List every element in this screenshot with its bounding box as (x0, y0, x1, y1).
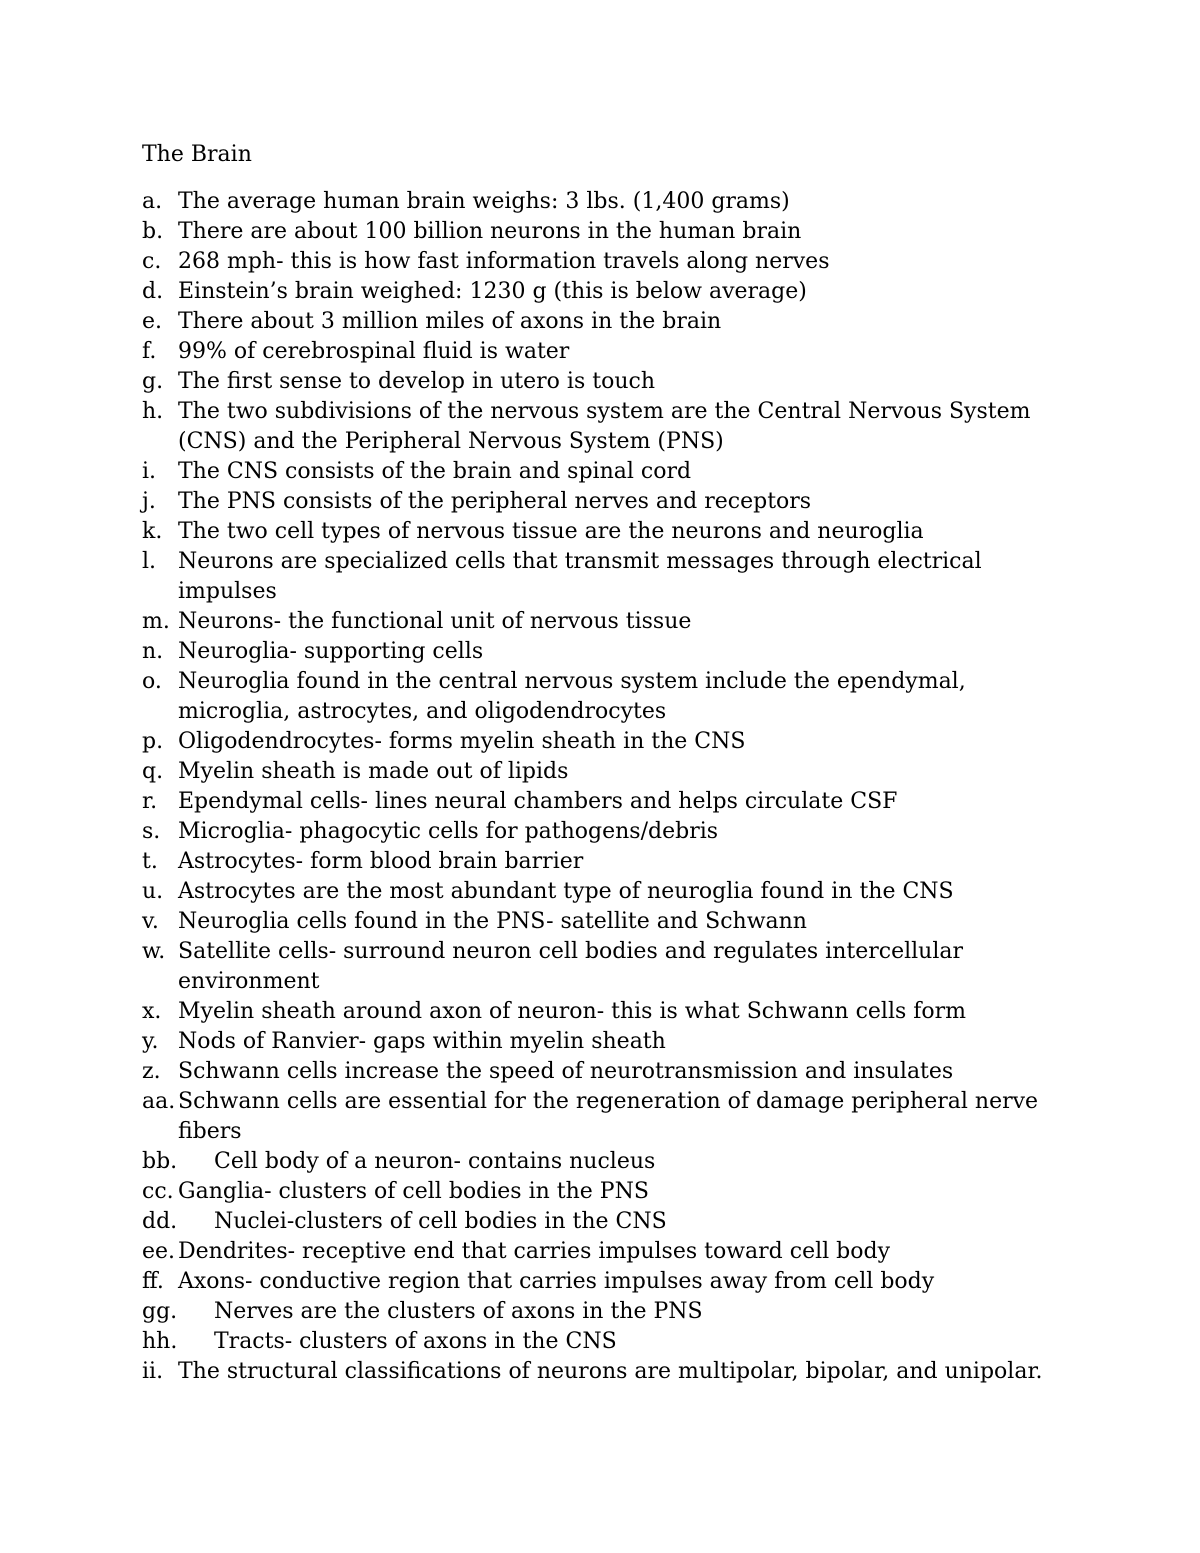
list-item (142, 547, 1052, 607)
list-item-text: Myelin sheath is made out of lipids (178, 759, 569, 784)
list-item (142, 937, 1052, 997)
list-item-text: Astrocytes are the most abundant type of neuroglia found in the CNS (178, 879, 954, 904)
list-item-marker: bb. (142, 1149, 178, 1174)
list-item-marker: q. (142, 759, 164, 784)
list-item (142, 1237, 1052, 1267)
list-item-marker: cc. (142, 1179, 174, 1204)
list-item-text: The structural classifications of neurons are multipolar, bipolar, and unipolar. (178, 1359, 1043, 1384)
list-item-text: Ganglia- clusters of cell bodies in the PNS (178, 1179, 649, 1204)
list-item (142, 757, 1052, 787)
list-item-text: Ependymal cells- lines neural chambers and helps circulate CSF (178, 789, 898, 814)
list-item-text: The first sense to develop in utero is touch (178, 369, 655, 394)
list-item-text: Neurons are specialized cells that transmit messages through electrical impulses (178, 549, 982, 604)
list-item-marker: r. (142, 789, 158, 814)
list-item-text: Schwann cells are essential for the regeneration of damage peripheral nerve fibers (178, 1089, 1039, 1144)
list-item-marker: w. (142, 939, 166, 964)
list-item-marker: ee. (142, 1239, 176, 1264)
list-item (142, 217, 1052, 247)
list-item-text: Myelin sheath around axon of neuron- this is what Schwann cells form (178, 999, 967, 1024)
list-item (142, 1357, 1052, 1387)
list-item (142, 187, 1052, 217)
list-item-text: The CNS consists of the brain and spinal cord (178, 459, 692, 484)
list-item (142, 1267, 1052, 1297)
list-item-marker: n. (142, 639, 164, 664)
list-item-text: The average human brain weighs: 3 lbs. (1,400 grams) (178, 189, 790, 214)
list-item (142, 1087, 1052, 1147)
list-item-marker: e. (142, 309, 163, 334)
list-item-marker: o. (142, 669, 162, 694)
list-item (142, 997, 1052, 1027)
list-item (142, 457, 1052, 487)
list-item-text: Oligodendrocytes- forms myelin sheath in the CNS (178, 729, 746, 754)
list-item-marker: m. (142, 609, 170, 634)
list-item (142, 337, 1052, 367)
list-item-marker: h. (142, 399, 164, 424)
list-item (142, 817, 1052, 847)
list-item (142, 877, 1052, 907)
list-item (142, 367, 1052, 397)
list-item-marker: v. (142, 909, 159, 934)
list-item-text: Nerves are the clusters of axons in the PNS (214, 1299, 703, 1324)
list-item-text: Satellite cells- surround neuron cell bodies and regulates intercellular environment (178, 939, 964, 994)
list-item (142, 847, 1052, 877)
list-item-text: 268 mph- this is how fast information travels along nerves (178, 249, 830, 274)
list-item (142, 397, 1052, 457)
list-item-marker: z. (142, 1059, 161, 1084)
list-item-marker: s. (142, 819, 161, 844)
list-item-text: Tracts- clusters of axons in the CNS (214, 1329, 617, 1354)
list-item-text: Einstein’s brain weighed: 1230 g (this is below average) (178, 279, 807, 304)
list-item-marker: k. (142, 519, 163, 544)
list-item-text: 99% of cerebrospinal fluid is water (178, 339, 570, 364)
list-item (142, 1297, 1052, 1327)
list-item (142, 1147, 1052, 1177)
list-item-text: Neuroglia found in the central nervous system include the ependymal, microglia, astrocytes, and oligodendrocytes (178, 669, 966, 724)
list-item-text: Nuclei-clusters of cell bodies in the CNS (214, 1209, 667, 1234)
list-item-marker: g. (142, 369, 164, 394)
list-item-text: Neuroglia cells found in the PNS- satellite and Schwann (178, 909, 807, 934)
fact-list (142, 187, 1052, 1387)
list-item-marker: a. (142, 189, 163, 214)
list-item (142, 1177, 1052, 1207)
list-item-marker: p. (142, 729, 164, 754)
list-item-text: The two subdivisions of the nervous system are the Central Nervous System (CNS) and the Peripheral Nervous System (PNS) (178, 399, 1031, 454)
list-item-marker: d. (142, 279, 164, 304)
list-item (142, 1057, 1052, 1087)
list-item-marker: ii. (142, 1359, 164, 1384)
list-item (142, 907, 1052, 937)
list-item-marker: t. (142, 849, 158, 874)
list-item-marker: j. (142, 489, 156, 514)
list-item-text: Astrocytes- form blood brain barrier (178, 849, 584, 874)
list-item (142, 1207, 1052, 1237)
list-item (142, 667, 1052, 727)
list-item-text: Microglia- phagocytic cells for pathogens/debris (178, 819, 719, 844)
list-item (142, 727, 1052, 757)
list-item (142, 607, 1052, 637)
list-item (142, 637, 1052, 667)
list-item-text: The two cell types of nervous tissue are the neurons and neuroglia (178, 519, 924, 544)
document-title: The Brain (142, 142, 252, 167)
list-item-marker: b. (142, 219, 164, 244)
list-item-marker: i. (142, 459, 157, 484)
list-item-marker: f. (142, 339, 157, 364)
list-item (142, 247, 1052, 277)
list-item-text: Nods of Ranvier- gaps within myelin sheath (178, 1029, 666, 1054)
list-item-text: Cell body of a neuron- contains nucleus (214, 1149, 656, 1174)
list-item-text: Neurons- the functional unit of nervous tissue (178, 609, 692, 634)
list-item-marker: x. (142, 999, 162, 1024)
list-item-marker: c. (142, 249, 162, 274)
list-item-text: Dendrites- receptive end that carries impulses toward cell body (178, 1239, 891, 1264)
list-item (142, 487, 1052, 517)
list-item-marker: gg. (142, 1299, 178, 1324)
list-item-text: Axons- conductive region that carries impulses away from cell body (178, 1269, 935, 1294)
list-item (142, 1027, 1052, 1057)
list-item-text: The PNS consists of the peripheral nerves and receptors (178, 489, 812, 514)
list-item-marker: y. (142, 1029, 159, 1054)
list-item-marker: u. (142, 879, 164, 904)
list-item (142, 307, 1052, 337)
list-item (142, 517, 1052, 547)
list-item-marker: hh. (142, 1329, 178, 1354)
list-item-marker: dd. (142, 1209, 178, 1234)
list-item-text: There about 3 million miles of axons in the brain (178, 309, 722, 334)
list-item-marker: l. (142, 549, 157, 574)
list-item (142, 787, 1052, 817)
list-item-text: There are about 100 billion neurons in the human brain (178, 219, 802, 244)
list-item-marker: ff. (142, 1269, 164, 1294)
list-item-text: Schwann cells increase the speed of neurotransmission and insulates (178, 1059, 954, 1084)
list-item (142, 1327, 1052, 1357)
list-item-marker: aa. (142, 1089, 176, 1114)
list-item (142, 277, 1052, 307)
list-item-text: Neuroglia- supporting cells (178, 639, 484, 664)
